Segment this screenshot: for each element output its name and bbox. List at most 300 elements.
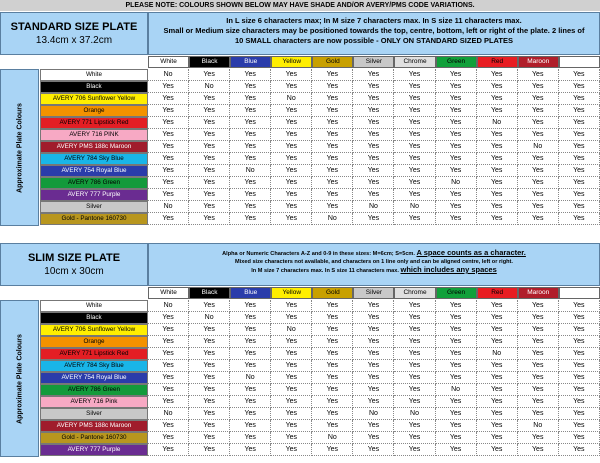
compatibility-cell: Yes xyxy=(312,201,353,213)
compatibility-cell: Yes xyxy=(436,432,477,444)
compatibility-cell: Yes xyxy=(148,117,189,129)
compatibility-cell: Yes xyxy=(518,408,559,420)
compatibility-cell: Yes xyxy=(477,432,518,444)
compatibility-cell: Yes xyxy=(559,384,600,396)
compatibility-cell: Yes xyxy=(230,360,271,372)
compatibility-cell: No xyxy=(518,420,559,432)
compatibility-cell: Yes xyxy=(312,384,353,396)
compatibility-cell: Yes xyxy=(436,81,477,93)
compatibility-cell: Yes xyxy=(230,336,271,348)
compatibility-cell: Yes xyxy=(271,189,312,201)
compatibility-cell: Yes xyxy=(559,396,600,408)
compatibility-cell: Yes xyxy=(353,189,394,201)
compatibility-cell: Yes xyxy=(271,177,312,189)
compatibility-cell: Yes xyxy=(394,141,435,153)
compatibility-cell: Yes xyxy=(477,69,518,81)
compatibility-cell: Yes xyxy=(394,432,435,444)
compatibility-cell: Yes xyxy=(312,69,353,81)
compatibility-cell: No xyxy=(436,177,477,189)
compatibility-cell: Yes xyxy=(189,213,230,225)
compatibility-cell: Yes xyxy=(312,324,353,336)
compatibility-cell: Yes xyxy=(230,384,271,396)
table-row xyxy=(40,177,600,189)
compatibility-cell: Yes xyxy=(394,420,435,432)
compatibility-cell: Yes xyxy=(394,165,435,177)
column-header: Yellow xyxy=(271,287,312,299)
compatibility-cell: Yes xyxy=(477,396,518,408)
compatibility-cell: Yes xyxy=(271,153,312,165)
compatibility-cell: Yes xyxy=(189,117,230,129)
compatibility-cell: Yes xyxy=(271,129,312,141)
compatibility-cell: No xyxy=(353,408,394,420)
column-header: Silver xyxy=(353,56,394,68)
compatibility-cell: Yes xyxy=(271,336,312,348)
compatibility-cell: Yes xyxy=(477,201,518,213)
compatibility-cell: Yes xyxy=(394,300,435,312)
plate-colour-label: AVERY 771 Lipstick Red xyxy=(40,117,148,129)
compatibility-cell: Yes xyxy=(394,360,435,372)
compatibility-cell: No xyxy=(230,372,271,384)
compatibility-cell: Yes xyxy=(189,420,230,432)
compatibility-cell: Yes xyxy=(230,408,271,420)
standard-column-header xyxy=(148,56,600,68)
compatibility-cell: Yes xyxy=(148,432,189,444)
compatibility-cell: Yes xyxy=(518,105,559,117)
compatibility-cell: Yes xyxy=(436,141,477,153)
compatibility-cell: Yes xyxy=(477,141,518,153)
compatibility-cell: Yes xyxy=(559,300,600,312)
compatibility-cell: Yes xyxy=(559,153,600,165)
compatibility-cell: No xyxy=(148,408,189,420)
table-row xyxy=(40,93,600,105)
table-row xyxy=(40,213,600,225)
compatibility-cell: Yes xyxy=(394,384,435,396)
compatibility-cell: Yes xyxy=(353,213,394,225)
plate-colour-label: White xyxy=(40,300,148,312)
compatibility-cell: Yes xyxy=(189,129,230,141)
compatibility-cell: Yes xyxy=(189,444,230,456)
plate-colour-label: Orange xyxy=(40,105,148,117)
compatibility-cell: No xyxy=(436,384,477,396)
column-header: Gold xyxy=(312,287,353,299)
compatibility-cell: Yes xyxy=(559,69,600,81)
plate-colour-label: White xyxy=(40,69,148,81)
compatibility-cell: Yes xyxy=(394,213,435,225)
compatibility-cell: Yes xyxy=(189,165,230,177)
table-row xyxy=(40,432,600,444)
plate-colour-label: AVERY 771 Lipstick Red xyxy=(40,348,148,360)
compatibility-cell: Yes xyxy=(353,432,394,444)
plate-colour-label: AVERY PMS 188c Maroon xyxy=(40,420,148,432)
column-header: Red xyxy=(477,56,518,68)
plate-colour-label: AVERY 786 Green xyxy=(40,177,148,189)
compatibility-cell: Yes xyxy=(189,153,230,165)
compatibility-cell: Yes xyxy=(436,420,477,432)
compatibility-cell: Yes xyxy=(353,348,394,360)
compatibility-cell: Yes xyxy=(559,360,600,372)
compatibility-cell: No xyxy=(518,141,559,153)
compatibility-cell: Yes xyxy=(436,300,477,312)
compatibility-cell: Yes xyxy=(436,312,477,324)
compatibility-cell: Yes xyxy=(312,348,353,360)
compatibility-cell: Yes xyxy=(394,93,435,105)
compatibility-cell: Yes xyxy=(559,420,600,432)
compatibility-cell: Yes xyxy=(230,444,271,456)
compatibility-cell: Yes xyxy=(353,105,394,117)
standard-side-label: Approximate Plate Colours xyxy=(16,102,23,193)
slim-table-body xyxy=(40,300,600,456)
table-row xyxy=(40,384,600,396)
compatibility-cell: Yes xyxy=(394,129,435,141)
compatibility-cell: Yes xyxy=(353,129,394,141)
compatibility-cell: Yes xyxy=(148,141,189,153)
compatibility-cell: Yes xyxy=(312,360,353,372)
compatibility-cell: Yes xyxy=(189,141,230,153)
standard-desc-line: In L size 6 characters max; In M size 7 characters max. In S size 11 characters max. xyxy=(226,16,522,25)
plate-colour-label: AVERY 777 Purple xyxy=(40,444,148,456)
compatibility-cell: Yes xyxy=(477,105,518,117)
table-row xyxy=(40,420,600,432)
compatibility-cell: Yes xyxy=(518,396,559,408)
compatibility-cell: Yes xyxy=(189,93,230,105)
compatibility-cell: Yes xyxy=(148,165,189,177)
compatibility-cell: Yes xyxy=(271,165,312,177)
compatibility-cell: Yes xyxy=(230,153,271,165)
column-header: Green xyxy=(436,56,477,68)
compatibility-cell: Yes xyxy=(559,408,600,420)
compatibility-cell: Yes xyxy=(394,153,435,165)
compatibility-cell: Yes xyxy=(477,213,518,225)
column-header xyxy=(559,56,600,68)
compatibility-cell: Yes xyxy=(436,201,477,213)
compatibility-cell: Yes xyxy=(436,153,477,165)
compatibility-cell: Yes xyxy=(271,432,312,444)
compatibility-cell: Yes xyxy=(518,444,559,456)
compatibility-cell: Yes xyxy=(271,384,312,396)
column-header xyxy=(559,287,600,299)
slim-desc-text: In M size 7 characters max. In S size 11 characters max. xyxy=(251,268,399,274)
compatibility-cell: Yes xyxy=(189,408,230,420)
compatibility-cell: Yes xyxy=(559,105,600,117)
compatibility-cell: Yes xyxy=(189,189,230,201)
column-header: Yellow xyxy=(271,56,312,68)
compatibility-cell: Yes xyxy=(559,81,600,93)
compatibility-cell: Yes xyxy=(436,396,477,408)
compatibility-cell: Yes xyxy=(189,201,230,213)
compatibility-cell: Yes xyxy=(148,213,189,225)
compatibility-cell: Yes xyxy=(559,165,600,177)
compatibility-cell: Yes xyxy=(271,420,312,432)
compatibility-cell: Yes xyxy=(559,444,600,456)
compatibility-cell: Yes xyxy=(148,312,189,324)
compatibility-cell: Yes xyxy=(477,189,518,201)
compatibility-cell: Yes xyxy=(353,384,394,396)
column-header: Black xyxy=(189,287,230,299)
compatibility-cell: Yes xyxy=(394,348,435,360)
column-header: Maroon xyxy=(518,56,559,68)
slim-description xyxy=(148,243,600,286)
compatibility-cell: Yes xyxy=(312,105,353,117)
table-row xyxy=(40,189,600,201)
compatibility-cell: Yes xyxy=(148,444,189,456)
table-row xyxy=(40,69,600,81)
compatibility-cell: Yes xyxy=(353,300,394,312)
compatibility-cell: Yes xyxy=(312,420,353,432)
slim-column-header xyxy=(148,287,600,299)
compatibility-cell: Yes xyxy=(518,117,559,129)
compatibility-cell: Yes xyxy=(436,105,477,117)
compatibility-cell: No xyxy=(189,312,230,324)
compatibility-cell: Yes xyxy=(394,372,435,384)
compatibility-cell: Yes xyxy=(271,81,312,93)
compatibility-cell: Yes xyxy=(394,324,435,336)
compatibility-cell: No xyxy=(477,117,518,129)
compatibility-cell: Yes xyxy=(189,396,230,408)
compatibility-cell: Yes xyxy=(271,372,312,384)
table-row xyxy=(40,444,600,456)
compatibility-cell: Yes xyxy=(230,432,271,444)
compatibility-cell: Yes xyxy=(477,408,518,420)
compatibility-cell: Yes xyxy=(312,300,353,312)
compatibility-cell: Yes xyxy=(189,324,230,336)
column-header: Green xyxy=(436,287,477,299)
column-header: Chrome xyxy=(394,287,435,299)
compatibility-cell: Yes xyxy=(477,153,518,165)
compatibility-cell: Yes xyxy=(312,117,353,129)
plate-colour-label: Black xyxy=(40,81,148,93)
compatibility-cell: Yes xyxy=(148,129,189,141)
compatibility-cell: Yes xyxy=(394,177,435,189)
compatibility-cell: Yes xyxy=(230,348,271,360)
compatibility-cell: Yes xyxy=(148,384,189,396)
column-header: Silver xyxy=(353,287,394,299)
standard-side-label-box xyxy=(0,69,39,226)
table-row xyxy=(40,360,600,372)
compatibility-cell: Yes xyxy=(353,93,394,105)
compatibility-cell: Yes xyxy=(353,69,394,81)
compatibility-cell: No xyxy=(477,348,518,360)
compatibility-cell: Yes xyxy=(271,141,312,153)
compatibility-cell: No xyxy=(271,324,312,336)
compatibility-cell: Yes xyxy=(271,408,312,420)
compatibility-cell: Yes xyxy=(353,312,394,324)
compatibility-cell: Yes xyxy=(189,177,230,189)
slim-title-box xyxy=(0,243,148,286)
compatibility-cell: Yes xyxy=(312,129,353,141)
table-row xyxy=(40,348,600,360)
table-row xyxy=(40,336,600,348)
standard-title: STANDARD SIZE PLATE xyxy=(10,21,138,33)
column-header: White xyxy=(148,287,189,299)
compatibility-cell: Yes xyxy=(353,396,394,408)
compatibility-cell: No xyxy=(230,165,271,177)
compatibility-cell: Yes xyxy=(271,105,312,117)
compatibility-cell: Yes xyxy=(230,213,271,225)
table-row xyxy=(40,396,600,408)
compatibility-cell: Yes xyxy=(436,324,477,336)
compatibility-cell: No xyxy=(394,408,435,420)
compatibility-cell: Yes xyxy=(230,396,271,408)
compatibility-cell: Yes xyxy=(436,360,477,372)
compatibility-cell: Yes xyxy=(477,81,518,93)
column-header: Gold xyxy=(312,56,353,68)
plate-colour-label: AVERY 716 PINK xyxy=(40,129,148,141)
standard-title-box xyxy=(0,12,148,55)
compatibility-cell: Yes xyxy=(230,420,271,432)
plate-colour-label: AVERY 754 Royal Blue xyxy=(40,372,148,384)
compatibility-cell: Yes xyxy=(436,213,477,225)
compatibility-cell: Yes xyxy=(477,360,518,372)
compatibility-cell: Yes xyxy=(312,408,353,420)
compatibility-cell: Yes xyxy=(518,312,559,324)
column-header: Black xyxy=(189,56,230,68)
compatibility-cell: Yes xyxy=(312,93,353,105)
compatibility-cell: Yes xyxy=(477,444,518,456)
compatibility-cell: Yes xyxy=(477,384,518,396)
compatibility-cell: Yes xyxy=(271,348,312,360)
compatibility-cell: Yes xyxy=(312,81,353,93)
compatibility-cell: Yes xyxy=(230,177,271,189)
compatibility-cell: No xyxy=(148,300,189,312)
compatibility-cell: Yes xyxy=(477,129,518,141)
compatibility-cell: Yes xyxy=(518,324,559,336)
table-row xyxy=(40,141,600,153)
compatibility-cell: Yes xyxy=(271,117,312,129)
table-row xyxy=(40,300,600,312)
column-header: Blue xyxy=(230,56,271,68)
compatibility-cell: Yes xyxy=(271,201,312,213)
slim-desc-line3 xyxy=(149,266,599,275)
compatibility-cell: Yes xyxy=(230,189,271,201)
table-row xyxy=(40,372,600,384)
plate-colour-label: AVERY 786 Green xyxy=(40,384,148,396)
compatibility-cell: Yes xyxy=(477,324,518,336)
compatibility-cell: Yes xyxy=(312,444,353,456)
compatibility-cell: Yes xyxy=(148,189,189,201)
compatibility-cell: Yes xyxy=(353,153,394,165)
compatibility-cell: Yes xyxy=(148,396,189,408)
compatibility-cell: Yes xyxy=(230,201,271,213)
compatibility-cell: Yes xyxy=(518,165,559,177)
compatibility-cell: Yes xyxy=(394,312,435,324)
compatibility-cell: Yes xyxy=(312,189,353,201)
compatibility-cell: Yes xyxy=(559,432,600,444)
column-header: Chrome xyxy=(394,56,435,68)
column-header: Blue xyxy=(230,287,271,299)
compatibility-cell: Yes xyxy=(353,177,394,189)
table-row xyxy=(40,129,600,141)
plate-colour-label: AVERY 716 Pink xyxy=(40,396,148,408)
plate-colour-label: AVERY 754 Royal Blue xyxy=(40,165,148,177)
compatibility-cell: Yes xyxy=(436,189,477,201)
plate-colour-label: AVERY 784 Sky Blue xyxy=(40,153,148,165)
compatibility-cell: Yes xyxy=(353,324,394,336)
plate-colour-label: Silver xyxy=(40,408,148,420)
compatibility-cell: Yes xyxy=(230,105,271,117)
slim-desc-text: Alpha or Numeric Characters A-Z and 0-9 in these sizes: M=6cm; S=5cm. xyxy=(222,251,415,257)
slim-desc-emphasis: which includes any spaces xyxy=(400,265,497,274)
plate-colour-label: AVERY PMS 188c Maroon xyxy=(40,141,148,153)
compatibility-cell: Yes xyxy=(477,300,518,312)
table-row xyxy=(40,324,600,336)
compatibility-cell: Yes xyxy=(559,348,600,360)
compatibility-cell: Yes xyxy=(394,396,435,408)
compatibility-cell: Yes xyxy=(394,69,435,81)
compatibility-cell: Yes xyxy=(148,324,189,336)
compatibility-cell: Yes xyxy=(271,360,312,372)
column-header: Red xyxy=(477,287,518,299)
table-row xyxy=(40,201,600,213)
compatibility-cell: Yes xyxy=(312,141,353,153)
slim-desc-line2: Mixed size characters not available, and characters on 1 line only and can be aligned centre, left or right. xyxy=(235,259,513,265)
compatibility-cell: Yes xyxy=(436,444,477,456)
compatibility-cell: Yes xyxy=(559,189,600,201)
table-row xyxy=(40,153,600,165)
compatibility-cell: Yes xyxy=(271,69,312,81)
compatibility-cell: No xyxy=(312,213,353,225)
compatibility-cell: Yes xyxy=(518,384,559,396)
table-row xyxy=(40,81,600,93)
plate-colour-label: AVERY 784 Sky Blue xyxy=(40,360,148,372)
compatibility-cell: Yes xyxy=(312,372,353,384)
compatibility-cell: Yes xyxy=(189,360,230,372)
compatibility-cell: Yes xyxy=(559,213,600,225)
compatibility-cell: Yes xyxy=(477,93,518,105)
compatibility-cell: Yes xyxy=(230,129,271,141)
compatibility-cell: Yes xyxy=(477,165,518,177)
compatibility-cell: Yes xyxy=(353,336,394,348)
plate-colour-label: AVERY 777 Purple xyxy=(40,189,148,201)
compatibility-cell: Yes xyxy=(230,312,271,324)
compatibility-cell: Yes xyxy=(518,153,559,165)
plate-colour-label: AVERY 706 Sunflower Yellow xyxy=(40,324,148,336)
table-row xyxy=(40,165,600,177)
compatibility-cell: Yes xyxy=(312,153,353,165)
compatibility-cell: Yes xyxy=(148,336,189,348)
compatibility-cell: Yes xyxy=(477,372,518,384)
compatibility-cell: Yes xyxy=(518,372,559,384)
compatibility-cell: Yes xyxy=(518,300,559,312)
compatibility-cell: No xyxy=(353,201,394,213)
compatibility-cell: No xyxy=(312,432,353,444)
compatibility-cell: Yes xyxy=(271,312,312,324)
compatibility-cell: Yes xyxy=(353,117,394,129)
compatibility-cell: Yes xyxy=(436,348,477,360)
compatibility-cell: Yes xyxy=(559,117,600,129)
compatibility-cell: Yes xyxy=(312,165,353,177)
compatibility-cell: Yes xyxy=(189,300,230,312)
compatibility-cell: Yes xyxy=(436,165,477,177)
compatibility-cell: Yes xyxy=(394,81,435,93)
column-header: Maroon xyxy=(518,287,559,299)
compatibility-cell: No xyxy=(189,81,230,93)
compatibility-cell: Yes xyxy=(148,372,189,384)
compatibility-cell: Yes xyxy=(477,420,518,432)
compatibility-cell: Yes xyxy=(436,69,477,81)
compatibility-cell: Yes xyxy=(230,69,271,81)
compatibility-cell: Yes xyxy=(189,69,230,81)
compatibility-cell: Yes xyxy=(394,336,435,348)
compatibility-cell: Yes xyxy=(312,396,353,408)
compatibility-cell: Yes xyxy=(477,336,518,348)
compatibility-cell: Yes xyxy=(271,444,312,456)
compatibility-cell: Yes xyxy=(353,372,394,384)
standard-desc-line: Small or Medium size characters may be positioned towards the top, centre, bottom, left or right of the plate. 2 lines of xyxy=(163,26,585,35)
plate-colour-label: Gold - Pantone 160730 xyxy=(40,432,148,444)
slim-desc-line1 xyxy=(149,249,599,258)
compatibility-cell: Yes xyxy=(559,312,600,324)
compatibility-cell: Yes xyxy=(436,408,477,420)
